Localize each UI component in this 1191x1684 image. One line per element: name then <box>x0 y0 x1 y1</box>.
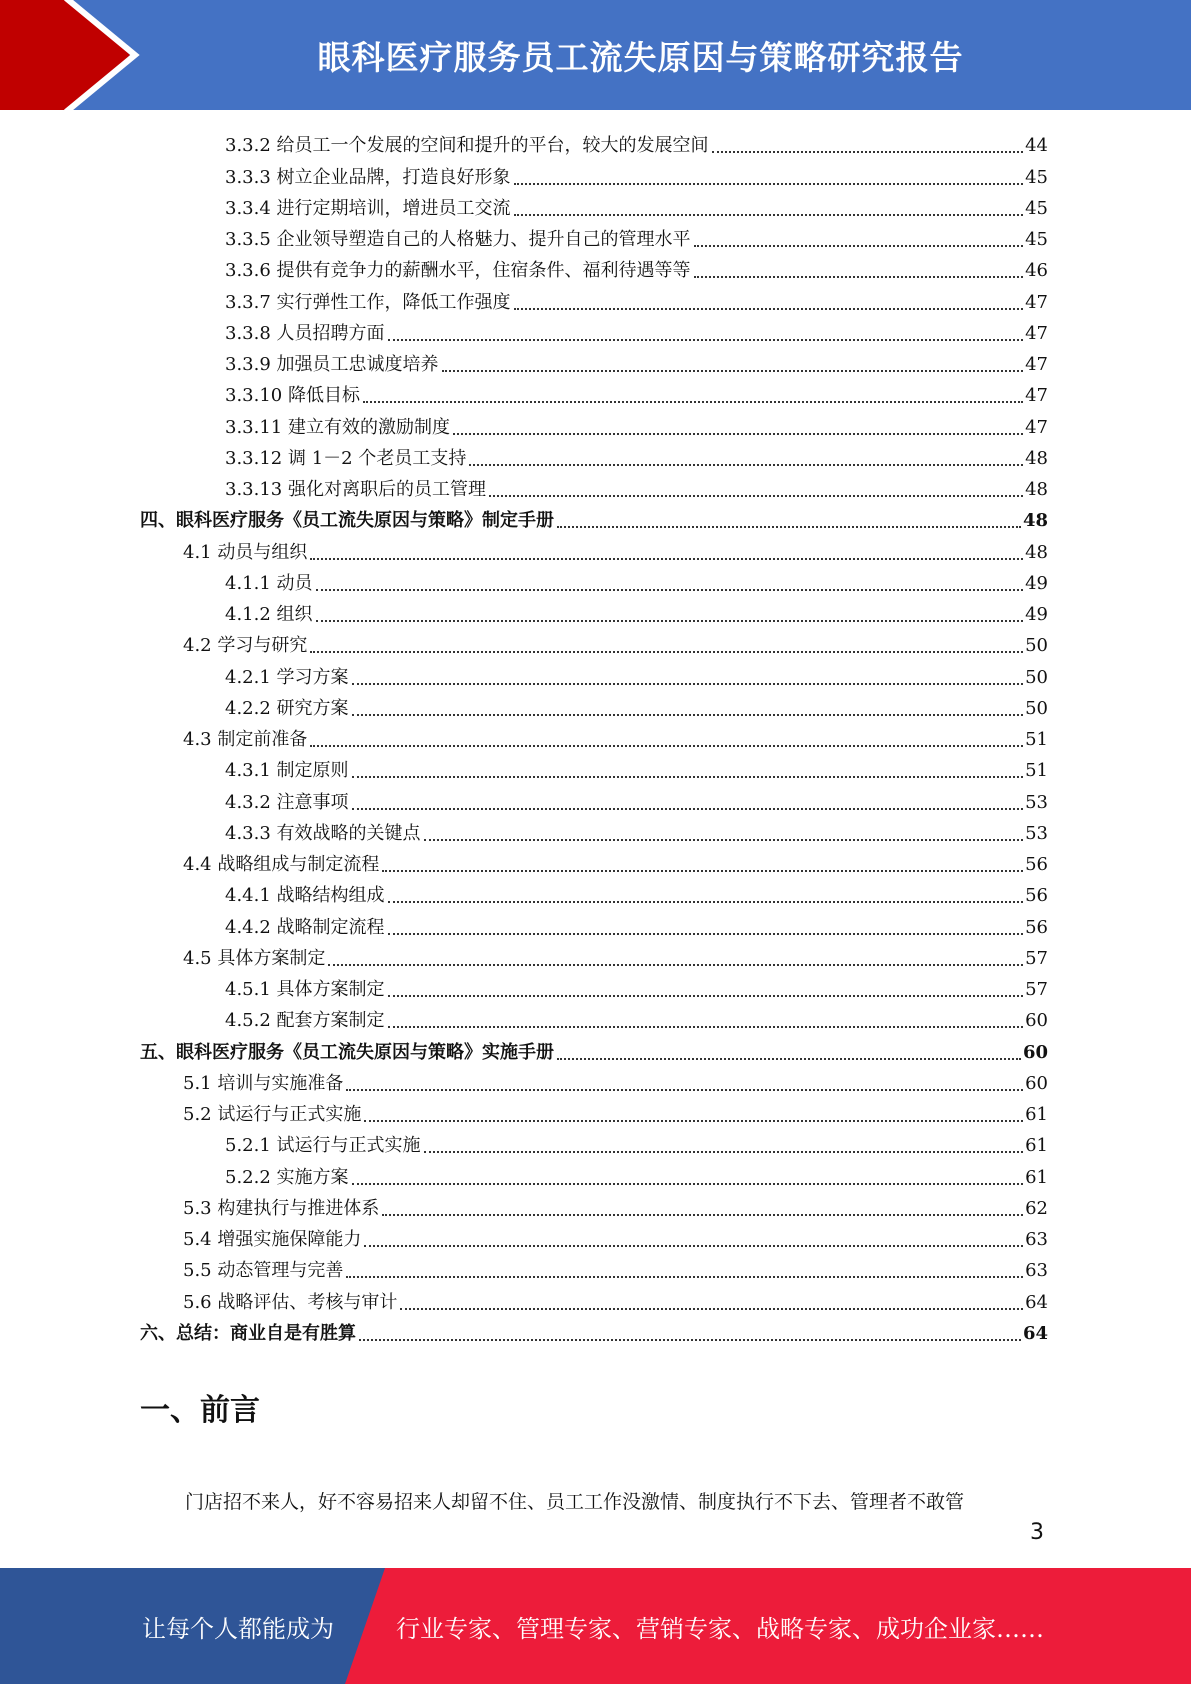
toc-leader-dots <box>382 1214 1023 1216</box>
toc-leader-dots <box>712 151 1024 153</box>
toc-entry-page: 49 <box>1025 604 1048 625</box>
toc-entry[interactable] <box>140 1221 1048 1252</box>
toc-entry[interactable] <box>140 1127 1048 1158</box>
toc-leader-dots <box>424 839 1024 841</box>
toc-entry-page: 45 <box>1025 166 1048 188</box>
toc-leader-dots <box>352 808 1024 810</box>
page-number: 3 <box>1030 1520 1044 1545</box>
toc-entry-page: 63 <box>1025 1229 1048 1250</box>
toc-leader-dots <box>388 901 1024 903</box>
toc-leader-dots <box>328 964 1023 966</box>
toc-entry[interactable] <box>140 877 1048 908</box>
toc-entry-label: 3.3.2 给员工一个发展的空间和提升的平台，较大的发展空间 <box>225 135 709 157</box>
toc-entry-page: 45 <box>1025 197 1048 219</box>
toc-entry-label: 5.4 增强实施保障能力 <box>183 1229 362 1250</box>
toc-leader-dots <box>442 370 1024 372</box>
toc-leader-dots <box>489 495 1023 497</box>
toc-entry[interactable] <box>140 627 1048 658</box>
toc-entry-label: 4.1.1 动员 <box>225 572 313 594</box>
toc-entry[interactable] <box>140 1096 1048 1127</box>
toc-entry[interactable] <box>140 502 1048 533</box>
toc-entry-page: 57 <box>1025 947 1048 969</box>
toc-entry[interactable] <box>140 315 1048 346</box>
toc-leader-dots <box>514 214 1024 216</box>
toc-entry-label: 4.4.2 战略制定流程 <box>225 916 385 938</box>
toc-entry[interactable] <box>140 158 1048 189</box>
toc-leader-dots <box>694 276 1024 278</box>
toc-leader-dots <box>316 620 1024 622</box>
page-footer <box>0 1568 1191 1684</box>
toc-entry-page: 64 <box>1022 1322 1048 1344</box>
toc-entry-label: 4.3.2 注意事项 <box>225 791 349 813</box>
toc-entry-label: 4.1 动员与组织 <box>183 541 308 563</box>
toc-entry-label: 3.3.3 树立企业品牌，打造良好形象 <box>225 166 511 188</box>
toc-entry-page: 47 <box>1025 322 1048 344</box>
toc-entry[interactable] <box>140 283 1048 314</box>
toc-entry-label: 3.3.9 加强员工忠诚度培养 <box>225 354 439 375</box>
report-title: 眼科医疗服务员工流失原因与策略研究报告 <box>317 37 964 77</box>
footer-slogan-right: 行业专家、管理专家、营销专家、战略专家、成功企业家…… <box>396 1614 1044 1643</box>
toc-entry-label: 5.3 构建执行与推进体系 <box>183 1197 380 1219</box>
toc-entry-page: 61 <box>1025 1135 1048 1157</box>
toc-entry-page: 64 <box>1025 1291 1048 1313</box>
toc-entry[interactable] <box>140 658 1048 689</box>
toc-entry-label: 4.5 具体方案制定 <box>183 947 326 969</box>
table-of-contents <box>140 127 1048 1346</box>
toc-entry[interactable] <box>140 471 1048 502</box>
toc-entry-label: 5.2.1 试运行与正式实施 <box>225 1135 421 1157</box>
toc-leader-dots <box>346 1276 1023 1278</box>
toc-entry-page: 60 <box>1025 1072 1048 1094</box>
toc-entry-label: 六、总结：商业自是有胜算 <box>140 1322 356 1344</box>
toc-entry-label: 4.3 制定前准备 <box>183 729 308 750</box>
toc-leader-dots <box>310 558 1023 560</box>
toc-entry[interactable] <box>140 1002 1048 1033</box>
toc-entry[interactable] <box>140 1283 1048 1314</box>
toc-entry-label: 3.3.13 强化对离职后的员工管理 <box>225 479 486 500</box>
toc-entry-label: 五、眼科医疗服务《员工流失原因与策略》实施手册 <box>140 1041 554 1063</box>
toc-entry-label: 3.3.5 企业领导塑造自己的人格魅力、提升自己的管理水平 <box>225 229 691 250</box>
toc-entry-label: 4.3.1 制定原则 <box>225 760 349 782</box>
toc-entry-page: 44 <box>1025 135 1048 157</box>
toc-entry[interactable] <box>140 1033 1048 1064</box>
toc-entry-label: 5.1 培训与实施准备 <box>183 1072 344 1094</box>
toc-entry[interactable] <box>140 252 1048 283</box>
toc-entry[interactable] <box>140 408 1048 439</box>
toc-leader-dots <box>316 589 1024 591</box>
toc-entry-page: 53 <box>1025 822 1048 844</box>
toc-leader-dots <box>388 995 1024 997</box>
toc-entry-page: 51 <box>1025 729 1048 750</box>
toc-entry-page: 53 <box>1025 791 1048 813</box>
toc-entry-label: 5.5 动态管理与完善 <box>183 1260 344 1282</box>
toc-entry[interactable] <box>140 221 1048 252</box>
toc-entry-label: 4.2.2 研究方案 <box>225 697 349 719</box>
toc-entry-label: 5.2 试运行与正式实施 <box>183 1104 362 1125</box>
toc-entry-page: 49 <box>1025 572 1048 594</box>
toc-leader-dots <box>388 339 1024 341</box>
toc-entry[interactable] <box>140 1190 1048 1221</box>
toc-leader-dots <box>346 1089 1023 1091</box>
toc-entry-page: 61 <box>1025 1166 1048 1188</box>
toc-leader-dots <box>364 1120 1023 1122</box>
toc-entry[interactable] <box>140 377 1048 408</box>
toc-leader-dots <box>400 1308 1023 1310</box>
body-paragraph: 门店招不来人，好不容易招来人却留不住、员工工作没激情、制度执行不下去、管理者不敢管 <box>185 1491 965 1513</box>
toc-entry[interactable] <box>140 565 1048 596</box>
toc-leader-dots <box>310 651 1023 653</box>
toc-entry-page: 60 <box>1022 1041 1048 1063</box>
toc-entry-page: 56 <box>1025 916 1048 938</box>
toc-leader-dots <box>352 683 1024 685</box>
toc-entry[interactable] <box>140 1252 1048 1283</box>
toc-entry[interactable] <box>140 971 1048 1002</box>
page-header <box>0 0 1191 110</box>
toc-entry-page: 48 <box>1025 479 1048 500</box>
arrow-chevron-icon <box>0 0 150 110</box>
toc-entry[interactable] <box>140 908 1048 939</box>
toc-entry-page: 48 <box>1025 447 1048 469</box>
toc-entry-page: 63 <box>1025 1260 1048 1282</box>
toc-entry-page: 47 <box>1025 416 1048 438</box>
toc-entry-page: 47 <box>1025 354 1048 375</box>
toc-entry-label: 4.4 战略组成与制定流程 <box>183 854 380 875</box>
toc-leader-dots <box>557 526 1021 528</box>
toc-entry-label: 3.3.6 提供有竞争力的薪酬水平，住宿条件、福利待遇等等 <box>225 260 691 282</box>
toc-entry-page: 50 <box>1025 666 1048 688</box>
toc-leader-dots <box>352 776 1024 778</box>
toc-leader-dots <box>359 1339 1021 1341</box>
toc-leader-dots <box>514 183 1024 185</box>
toc-entry[interactable] <box>140 940 1048 971</box>
toc-entry[interactable] <box>140 440 1048 471</box>
footer-slogan-left: 让每个人都能成为 <box>142 1614 334 1643</box>
toc-entry-label: 3.3.12 调 1－2 个老员工支持 <box>225 447 467 469</box>
toc-leader-dots <box>382 870 1023 872</box>
section-heading: 一、前言 <box>140 1393 260 1428</box>
toc-entry[interactable] <box>140 815 1048 846</box>
toc-entry[interactable] <box>140 690 1048 721</box>
toc-leader-dots <box>469 464 1023 466</box>
toc-entry-page: 50 <box>1025 635 1048 657</box>
toc-entry-page: 46 <box>1025 260 1048 282</box>
toc-entry-label: 四、眼科医疗服务《员工流失原因与策略》制定手册 <box>140 510 554 532</box>
toc-entry[interactable] <box>140 783 1048 814</box>
toc-entry-label: 3.3.8 人员招聘方面 <box>225 322 385 344</box>
toc-entry-label: 5.2.2 实施方案 <box>225 1166 349 1188</box>
toc-entry-page: 45 <box>1025 229 1048 250</box>
toc-entry-label: 4.3.3 有效战略的关键点 <box>225 822 421 844</box>
toc-entry-label: 4.2 学习与研究 <box>183 635 308 657</box>
toc-entry-page: 47 <box>1025 385 1048 407</box>
toc-entry-page: 62 <box>1025 1197 1048 1219</box>
toc-entry-page: 48 <box>1025 541 1048 563</box>
toc-leader-dots <box>388 933 1024 935</box>
toc-entry[interactable] <box>140 1065 1048 1096</box>
toc-entry-label: 4.1.2 组织 <box>225 604 313 625</box>
toc-leader-dots <box>514 308 1024 310</box>
toc-entry-page: 47 <box>1025 291 1048 313</box>
toc-entry-page: 57 <box>1025 979 1048 1000</box>
toc-entry-label: 3.3.7 实行弹性工作，降低工作强度 <box>225 291 511 313</box>
toc-leader-dots <box>352 714 1024 716</box>
toc-leader-dots <box>424 1151 1024 1153</box>
toc-entry[interactable] <box>140 190 1048 221</box>
toc-leader-dots <box>453 433 1023 435</box>
toc-entry-label: 4.5.1 具体方案制定 <box>225 979 385 1000</box>
toc-leader-dots <box>363 401 1023 403</box>
toc-entry-page: 51 <box>1025 760 1048 782</box>
toc-leader-dots <box>557 1058 1021 1060</box>
toc-entry-page: 61 <box>1025 1104 1048 1125</box>
toc-entry-label: 4.5.2 配套方案制定 <box>225 1010 385 1032</box>
toc-entry-label: 3.3.4 进行定期培训，增进员工交流 <box>225 197 511 219</box>
toc-entry[interactable] <box>140 1315 1048 1346</box>
toc-entry-page: 48 <box>1022 510 1048 532</box>
toc-entry[interactable] <box>140 1158 1048 1189</box>
toc-entry-page: 60 <box>1025 1010 1048 1032</box>
toc-entry[interactable] <box>140 346 1048 377</box>
toc-entry[interactable] <box>140 846 1048 877</box>
toc-leader-dots <box>310 745 1023 747</box>
toc-leader-dots <box>352 1183 1024 1185</box>
toc-entry-label: 3.3.11 建立有效的激励制度 <box>225 416 450 438</box>
toc-entry-page: 56 <box>1025 885 1048 907</box>
toc-leader-dots <box>364 1245 1023 1247</box>
toc-entry[interactable] <box>140 752 1048 783</box>
toc-entry-page: 56 <box>1025 854 1048 875</box>
toc-entry[interactable] <box>140 533 1048 564</box>
toc-entry[interactable] <box>140 596 1048 627</box>
toc-entry-label: 4.4.1 战略结构组成 <box>225 885 385 907</box>
toc-entry-label: 3.3.10 降低目标 <box>225 385 360 407</box>
toc-entry-label: 5.6 战略评估、考核与审计 <box>183 1291 398 1313</box>
toc-entry[interactable] <box>140 127 1048 158</box>
toc-entry[interactable] <box>140 721 1048 752</box>
toc-entry-label: 4.2.1 学习方案 <box>225 666 349 688</box>
toc-leader-dots <box>388 1026 1024 1028</box>
toc-leader-dots <box>694 245 1024 247</box>
toc-entry-page: 50 <box>1025 697 1048 719</box>
